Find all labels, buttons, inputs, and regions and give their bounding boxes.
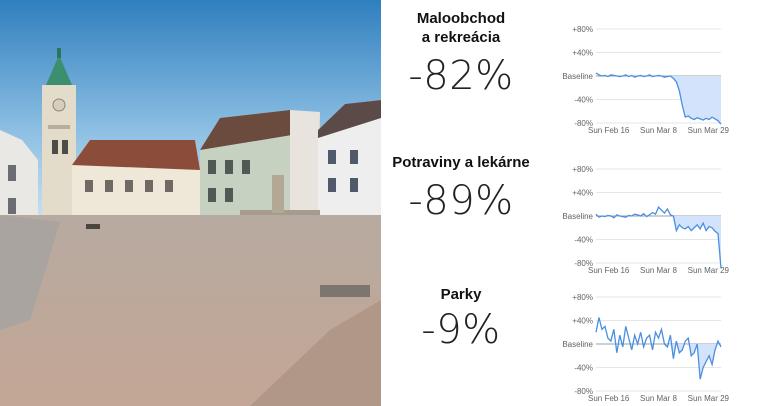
x-tick-label: Sun Mar 29	[687, 126, 729, 135]
x-tick-label: Sun Mar 29	[687, 394, 729, 403]
change-value: -89%	[408, 178, 514, 224]
x-tick-label: Sun Mar 8	[640, 266, 677, 275]
trend-chart	[551, 140, 770, 275]
x-tick-label: Sun Mar 8	[640, 394, 677, 403]
x-tick-label: Sun Feb 16	[588, 126, 630, 135]
change-value: -82%	[408, 53, 514, 99]
category-label: Maloobchod a rekreácia	[416, 10, 506, 46]
x-tick-label: Sun Mar 29	[687, 266, 729, 275]
y-tick-label: Baseline	[562, 212, 593, 221]
trend-chart	[551, 271, 770, 406]
trend-chart	[551, 5, 770, 140]
y-tick-label: Baseline	[562, 340, 593, 349]
y-tick-label: Baseline	[562, 72, 593, 81]
y-tick-label: +40%	[572, 48, 593, 58]
x-tick-label: Sun Feb 16	[588, 394, 630, 403]
y-tick-label: +80%	[572, 293, 593, 302]
town-square-photo	[0, 0, 381, 406]
change-value: -9%	[421, 307, 501, 353]
y-tick-label: +80%	[572, 165, 593, 174]
y-tick-label: -40%	[574, 363, 593, 373]
y-tick-label: +40%	[572, 316, 593, 326]
y-tick-label: -40%	[574, 95, 593, 105]
y-tick-label: -80%	[574, 387, 593, 396]
x-tick-label: Sun Feb 16	[588, 266, 630, 275]
category-label: Potraviny a lekárne	[392, 154, 530, 171]
y-tick-label: -80%	[574, 259, 593, 268]
x-tick-label: Sun Mar 8	[640, 126, 677, 135]
panel-retail	[381, 5, 770, 140]
y-tick-label: +80%	[572, 25, 593, 34]
panel-parks	[381, 271, 770, 406]
y-tick-label: -40%	[574, 235, 593, 245]
panel-grocery	[381, 140, 770, 275]
y-tick-label: +40%	[572, 188, 593, 198]
category-label: Parky	[440, 286, 482, 303]
y-tick-label: -80%	[574, 119, 593, 128]
